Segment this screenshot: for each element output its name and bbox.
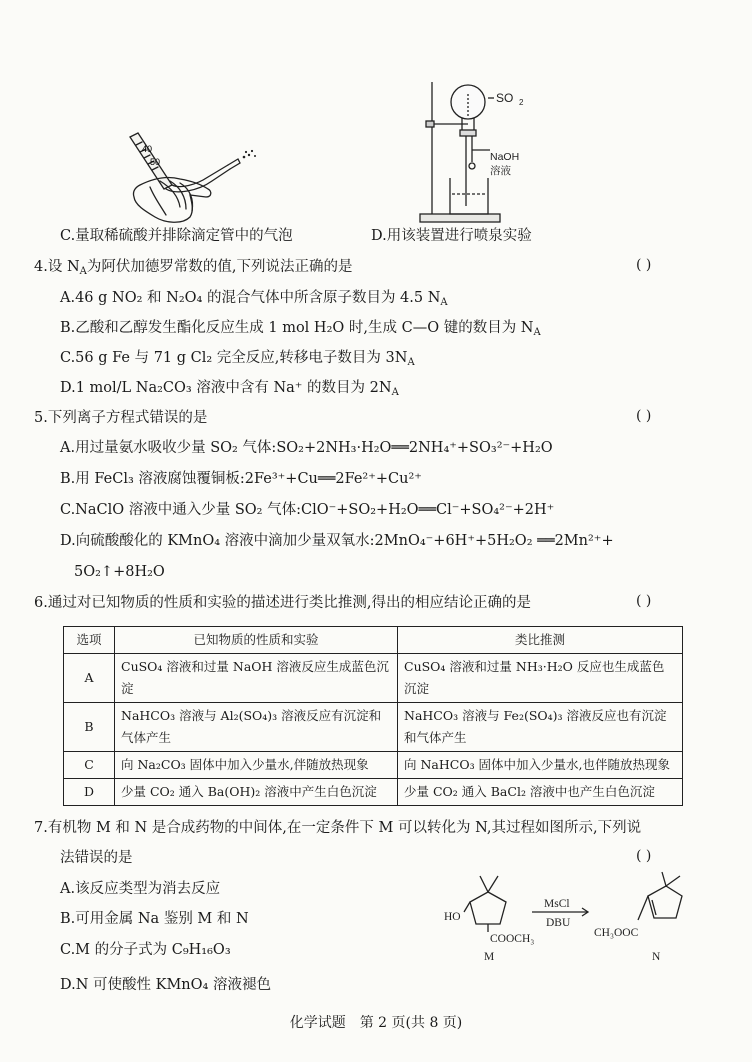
scheme-n-label: N (652, 951, 661, 963)
naoh-label: NaOH (490, 151, 520, 163)
q4-answer-parens: ( ) (636, 257, 652, 273)
q7-answer-parens: ( ) (636, 848, 652, 864)
q5-option-b: B.用 FeCl₃ 溶液腐蚀覆铜板:2Fe³⁺+Cu══2Fe²⁺+Cu²⁺ (60, 471, 422, 487)
figure-c-caption: C.量取稀硫酸并排除滴定管中的气泡 (60, 228, 293, 244)
q4-option-a-sub: A (440, 297, 448, 308)
q5-option-d-line1: D.向硫酸酸化的 KMnO₄ 溶液中滴加少量双氧水:2MnO₄⁻+6H⁺+5H₂O₂ ══2Mn²⁺+ (60, 533, 614, 549)
q7-stem-line1: 7.有机物 M 和 N 是合成药物的中间体,在一定条件下 M 可以转化为 N,其过程如图所示,下列说 (34, 820, 642, 836)
q4-option-d (60, 378, 399, 398)
page-footer: 化学试题 第 2 页(共 8 页) (289, 1015, 463, 1031)
scheme-reagent-bottom: DBU (546, 917, 571, 929)
table-row (64, 752, 683, 779)
table-row (64, 779, 683, 806)
q4-option-b-text: B.乙酸和乙醇发生酯化反应生成 1 mol H₂O 时,生成 C—O 键的数目为 N (60, 320, 534, 336)
q4-option-b-sub: A (533, 327, 541, 338)
q4-option-b (60, 318, 541, 338)
q4-option-d-text: D.1 mol/L Na₂CO₃ 溶液中含有 Na⁺ 的数目为 2N (60, 380, 392, 396)
figure-d-caption: D.用该装置进行喷泉实验 (371, 228, 532, 244)
q4-stem-part1: 4.设 N (34, 259, 80, 275)
scheme-reagent-top: MsCl (544, 898, 570, 910)
scheme-m-label: M (484, 951, 495, 963)
burette-mark-50: 50 (150, 157, 161, 167)
burette-figure (120, 125, 270, 235)
row-known: CuSO₄ 溶液和过量 NaOH 溶液反应生成蓝色沉淀 (115, 654, 398, 703)
row-analog: NaHCO₃ 溶液与 Fe₂(SO₄)₃ 溶液反应也有沉淀和气体产生 (398, 703, 683, 752)
row-analog: 向 NaHCO₃ 固体中加入少量水,也伴随放热现象 (398, 752, 683, 779)
header-known: 已知物质的性质和实验 (115, 627, 398, 654)
q4-option-a-text: A.46 g NO₂ 和 N₂O₄ 的混合气体中所含原子数目为 4.5 N (60, 290, 441, 306)
q6-comparison-table (63, 626, 683, 806)
row-known: NaHCO₃ 溶液与 Al₂(SO₄)₃ 溶液反应有沉淀和气体产生 (115, 703, 398, 752)
scheme-ho-label: HO (444, 911, 461, 923)
solution-label: 溶液 (490, 165, 511, 177)
q5-stem: 5.下列离子方程式错误的是 (34, 410, 208, 426)
row-option: C (64, 752, 115, 779)
q4-stem (34, 257, 352, 277)
q6-stem: 6.通过对已知物质的性质和实验的描述进行类比推测,得出的相应结论正确的是 (34, 595, 531, 611)
table-row (64, 654, 683, 703)
q6-answer-parens: ( ) (636, 593, 652, 609)
so2-label-sub: 2 (519, 98, 524, 107)
q4-option-d-sub: A (391, 387, 399, 398)
q7-stem-line2: 法错误的是 (60, 850, 133, 866)
q4-option-c-text: C.56 g Fe 与 71 g Cl₂ 完全反应,转移电子数目为 3N (60, 350, 408, 366)
reaction-scheme (440, 866, 710, 966)
row-analog: 少量 CO₂ 通入 BaCl₂ 溶液中也产生白色沉淀 (398, 779, 683, 806)
scheme-cooch3-label: COOCH₃ (490, 933, 535, 945)
q5-option-c: C.NaClO 溶液中通入少量 SO₂ 气体:ClO⁻+SO₂+H₂O══Cl⁻+SO₄²⁻+2H⁺ (60, 502, 555, 518)
row-known: 少量 CO₂ 通入 Ba(OH)₂ 溶液中产生白色沉淀 (115, 779, 398, 806)
row-option: D (64, 779, 115, 806)
q7-option-a: A.该反应类型为消去反应 (60, 881, 221, 897)
q7-option-b: B.可用金属 Na 鉴别 M 和 N (60, 911, 249, 927)
q4-option-a (60, 288, 448, 308)
q7-option-d: D.N 可使酸性 KMnO₄ 溶液褪色 (60, 977, 271, 993)
q4-stem-sub: A (79, 266, 87, 277)
q7-option-c: C.M 的分子式为 C₉H₁₆O₃ (60, 942, 231, 958)
q4-stem-part2: 为阿伏加德罗常数的值,下列说法正确的是 (86, 259, 353, 275)
q5-option-a: A.用过量氨水吸收少量 SO₂ 气体:SO₂+2NH₃·H₂O══2NH₄⁺+SO₃²⁻+H₂O (60, 440, 553, 456)
table-row (64, 703, 683, 752)
fountain-apparatus-figure (418, 78, 558, 228)
row-known: 向 Na₂CO₃ 固体中加入少量水,伴随放热现象 (115, 752, 398, 779)
header-analog: 类比推测 (398, 627, 683, 654)
burette-mark-40: 40 (142, 144, 153, 154)
q5-answer-parens: ( ) (636, 408, 652, 424)
q4-option-c-sub: A (407, 357, 415, 368)
q4-option-c (60, 348, 415, 368)
so2-label: SO (496, 91, 514, 105)
row-option: A (64, 654, 115, 703)
header-option: 选项 (64, 627, 115, 654)
table-header-row (64, 627, 683, 654)
scheme-ch3ooc-label: CH₃OOC (594, 927, 639, 939)
row-option: B (64, 703, 115, 752)
row-analog: CuSO₄ 溶液和过量 NH₃·H₂O 反应也生成蓝色沉淀 (398, 654, 683, 703)
q5-option-d-line2: 5O₂↑+8H₂O (74, 564, 165, 580)
